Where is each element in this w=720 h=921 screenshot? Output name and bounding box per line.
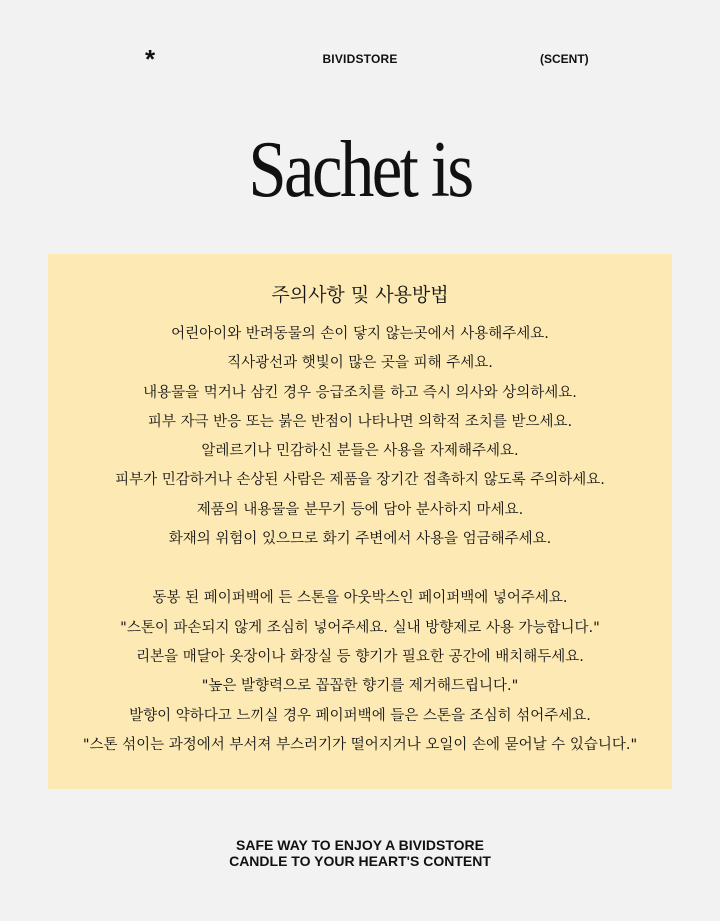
top-bar [0,44,720,74]
usage-line: "스톤이 파손되지 않게 조심히 넣어주세요. 실내 방향제로 사용 가능합니다." [120,619,600,636]
usage-line: 발향이 약하다고 느끼실 경우 페이퍼백에 들은 스톤을 조심히 섞어주세요. [129,707,591,724]
hero-title: Sachet is [248,126,472,214]
notice-title: 주의사항 및 사용방법 [271,284,449,306]
footer-tagline [0,837,720,869]
usage-line: "높은 발향력으로 꼽꼽한 향기를 제거해드립니다." [201,678,519,695]
brand-name: BIVIDSTORE [322,52,398,66]
precaution-line: 피부가 민감하거나 손상된 사람은 제품을 장기간 접촉하지 않도록 주의하세요. [115,472,605,489]
precaution-line: 직사광선과 햇빛이 많은 곳을 피해 주세요. [227,355,493,372]
footer-line-1: SAFE WAY TO ENJOY A BIVIDSTORE [236,837,484,853]
asterisk-icon: * [145,44,156,74]
precaution-line: 내용물을 먹거나 삼킨 경우 응급조치를 하고 즉시 의사와 상의하세요. [143,384,577,401]
precaution-line: 제품의 내용물을 분무기 등에 담아 분사하지 마세요. [196,501,524,518]
usage-line: 리본을 매달아 옷장이나 화장실 등 향기가 필요한 공간에 배치해두세요. [136,648,584,665]
usage-line: "스톤 섞이는 과정에서 부서져 부스러기가 떨어지거나 오일이 손에 묻어날 수 있습니다." [82,736,638,753]
precaution-line: 알레르기나 민감하신 분들은 사용을 자제해주세요. [201,443,519,460]
precaution-line: 피부 자극 반응 또는 붉은 반점이 나타나면 의학적 조치를 받으세요. [147,413,573,430]
usage-line: 동봉 된 페이퍼백에 든 스톤을 아웃박스인 페이퍼백에 넣어주세요. [152,590,568,607]
notice-lines [48,320,672,760]
precaution-line: 어린아이와 반려동물의 손이 닿지 않는곳에서 사용해주세요. [171,326,549,342]
category-tag: (SCENT) [540,52,589,66]
section-divider [48,554,672,584]
notice-panel [48,254,672,789]
footer-line-2: CANDLE TO YOUR HEART'S CONTENT [229,853,491,869]
precaution-line: 화재의 위험이 있으므로 화기 주변에서 사용을 엄금해주세요. [168,531,552,548]
